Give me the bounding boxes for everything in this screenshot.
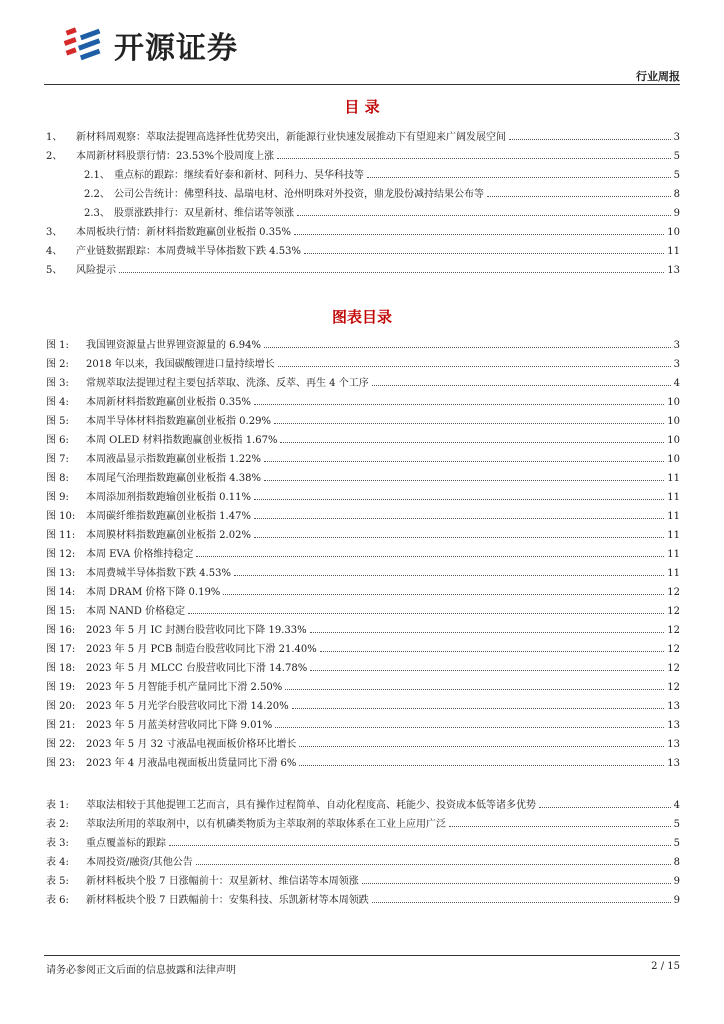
dot-leader	[292, 696, 665, 709]
entry-number: 图 8:	[46, 473, 69, 484]
toc-entry[interactable]	[46, 506, 680, 524]
toc-entry[interactable]	[46, 222, 680, 240]
entry-number: 图 2:	[46, 359, 69, 370]
entry-title: 股票涨跌排行：双星新材、维信诺等领涨	[114, 208, 294, 219]
toc-entry[interactable]	[46, 639, 680, 657]
entry-title: 本周膜材料指数跑赢创业板指 2.02%	[86, 530, 251, 541]
entry-page: 10	[667, 397, 680, 408]
entry-page: 12	[667, 587, 680, 598]
entry-title: 我国锂资源量占世界锂资源量的 6.94%	[86, 340, 261, 351]
dot-leader	[372, 890, 671, 903]
entry-title: 2018 年以来，我国碳酸锂进口量持续增长	[86, 359, 275, 370]
entry-title: 本周液晶显示指数跑赢创业板指 1.22%	[86, 454, 261, 465]
toc-entry[interactable]	[46, 241, 680, 259]
document-type: 行业周报	[636, 70, 680, 83]
entry-title: 本周新材料股票行情：23.53%个股周度上涨	[76, 151, 275, 162]
entry-number: 表 6:	[46, 895, 69, 906]
dot-leader	[188, 601, 664, 614]
dot-leader	[274, 411, 664, 424]
entry-title: 本周添加剂指数跑输创业板指 0.11%	[86, 492, 251, 503]
dot-leader	[362, 871, 671, 884]
entry-page: 13	[667, 720, 680, 731]
entry-title: 2023 年 4 月液晶电视面板出货量同比下滑 6%	[86, 758, 297, 769]
entry-page: 12	[667, 625, 680, 636]
entry-title: 公司公告统计：佛塑科技、晶瑞电材、沧州明珠对外投资，鼎龙股份减持结果公布等	[114, 189, 484, 200]
entry-page: 3	[673, 359, 680, 370]
entry-number: 2.1、	[84, 170, 110, 181]
dot-leader	[294, 222, 664, 235]
entry-page: 10	[667, 227, 680, 238]
toc-entry[interactable]	[46, 487, 680, 505]
toc-entry[interactable]	[46, 890, 680, 908]
entry-page: 5	[673, 819, 680, 830]
entry-number: 图 18:	[46, 663, 76, 674]
dot-leader	[254, 487, 664, 500]
entry-page: 8	[673, 189, 680, 200]
entry-number: 3、	[46, 227, 63, 238]
header-divider	[44, 84, 680, 85]
toc-entry[interactable]	[84, 165, 680, 183]
entry-title: 2023 年 5 月蓝美材营收同比下降 9.01%	[86, 720, 273, 731]
dot-leader	[234, 563, 664, 576]
entry-number: 图 6:	[46, 435, 69, 446]
toc-entry[interactable]	[46, 449, 680, 467]
toc-entry[interactable]	[46, 871, 680, 889]
toc-entry[interactable]	[46, 734, 680, 752]
dot-leader	[119, 260, 664, 273]
entry-page: 12	[667, 682, 680, 693]
dot-leader	[297, 203, 671, 216]
entry-title: 2023 年 5 月智能手机产量同比下滑 2.50%	[86, 682, 283, 693]
entry-number: 图 15:	[46, 606, 76, 617]
dot-leader	[277, 146, 670, 159]
entry-page: 9	[673, 876, 680, 887]
toc-entry[interactable]	[46, 354, 680, 372]
dot-leader	[264, 335, 671, 348]
entry-title: 新材料板块个股 7 日涨幅前十：双星新材、维信诺等本周领涨	[86, 876, 359, 887]
entry-title: 产业链数据跟踪：本周费城半导体指数下跌 4.53%	[76, 246, 301, 257]
toc-entry[interactable]	[46, 852, 680, 870]
entry-page: 9	[673, 895, 680, 906]
entry-number: 图 14:	[46, 587, 76, 598]
toc-entry[interactable]	[46, 525, 680, 543]
dot-leader	[449, 814, 671, 827]
entry-page: 13	[667, 265, 680, 276]
entry-title: 常规萃取法提锂过程主要包括萃取、洗涤、反萃、再生 4 个工序	[86, 378, 369, 389]
toc-entry[interactable]	[46, 833, 680, 851]
footer-divider	[44, 955, 680, 956]
entry-page: 12	[667, 644, 680, 655]
footer-disclaimer: 请务必参阅正文后面的信息披露和法律声明	[46, 965, 236, 976]
entry-number: 2、	[46, 151, 63, 162]
dot-leader	[372, 373, 671, 386]
dot-leader	[367, 165, 671, 178]
entry-title: 本周尾气治理指数跑赢创业板指 4.38%	[86, 473, 261, 484]
figures-title: 图表目录	[331, 308, 392, 326]
toc-entry[interactable]	[46, 753, 680, 771]
entry-number: 2.3、	[84, 208, 110, 219]
entry-number: 图 13:	[46, 568, 76, 579]
entry-page: 4	[673, 800, 680, 811]
entry-title: 本周 NAND 价格稳定	[86, 606, 186, 617]
entry-title: 2023 年 5 月光学台股营收同比下滑 14.20%	[86, 701, 289, 712]
toc-entry[interactable]	[46, 260, 680, 278]
entry-page: 5	[673, 170, 680, 181]
entry-page: 10	[667, 454, 680, 465]
entry-title: 新材料周观察：萃取法提锂高选择性优势突出，新能源行业快速发展推动下有望迎来广阔发展空间	[76, 132, 506, 143]
dot-leader	[320, 639, 665, 652]
entry-page: 13	[667, 739, 680, 750]
dot-leader	[264, 449, 664, 462]
entry-title: 新材料板块个股 7 日跌幅前十：安集科技、乐凯新材等本周领跌	[86, 895, 369, 906]
toc-entry[interactable]	[46, 430, 680, 448]
entry-title: 萃取法所用的萃取剂中，以有机磷类物质为主萃取剂的萃取体系在工业上应用广泛	[86, 819, 446, 830]
entry-number: 2.2、	[84, 189, 110, 200]
company-logo	[60, 22, 238, 68]
entry-number: 图 21:	[46, 720, 76, 731]
dot-leader	[169, 833, 671, 846]
entry-page: 3	[673, 132, 680, 143]
toc-entry[interactable]	[84, 184, 680, 202]
entry-number: 4、	[46, 246, 63, 257]
entry-number: 图 11:	[46, 530, 76, 541]
entry-page: 13	[667, 701, 680, 712]
entry-page: 11	[667, 473, 680, 484]
entry-page: 10	[667, 435, 680, 446]
dot-leader	[285, 677, 664, 690]
entry-page: 4	[673, 378, 680, 389]
toc-entry[interactable]	[46, 715, 680, 733]
entry-number: 图 10:	[46, 511, 76, 522]
toc-entry[interactable]	[46, 392, 680, 410]
entry-title: 本周 EVA 价格维持稳定	[86, 549, 194, 560]
dot-leader	[196, 544, 664, 557]
toc-entry[interactable]	[84, 203, 680, 221]
entry-number: 图 16:	[46, 625, 76, 636]
dot-leader	[304, 241, 664, 254]
page-indicator: 2 / 15	[651, 961, 680, 972]
entry-title: 风险提示	[76, 265, 116, 276]
dot-leader	[310, 658, 664, 671]
toc-entry[interactable]	[46, 582, 680, 600]
toc-entry[interactable]	[46, 411, 680, 429]
entry-title: 本周 OLED 材料指数跑赢创业板指 1.67%	[86, 435, 278, 446]
entry-page: 13	[667, 758, 680, 769]
entry-number: 图 3:	[46, 378, 69, 389]
entry-page: 11	[667, 246, 680, 257]
entry-number: 图 7:	[46, 454, 69, 465]
dot-leader	[254, 525, 664, 538]
entry-page: 12	[667, 606, 680, 617]
entry-number: 图 19:	[46, 682, 76, 693]
entry-number: 表 2:	[46, 819, 69, 830]
toc-entry[interactable]	[46, 620, 680, 638]
entry-page: 3	[673, 340, 680, 351]
dot-leader	[196, 852, 671, 865]
dot-leader	[509, 127, 671, 140]
dot-leader	[487, 184, 671, 197]
entry-page: 9	[673, 208, 680, 219]
entry-page: 11	[667, 530, 680, 541]
dot-leader	[539, 795, 671, 808]
entry-number: 表 5:	[46, 876, 69, 887]
toc-entry[interactable]	[46, 544, 680, 562]
entry-number: 表 3:	[46, 838, 69, 849]
toc-entry[interactable]	[46, 601, 680, 619]
entry-number: 图 20:	[46, 701, 76, 712]
toc-entry[interactable]	[46, 677, 680, 695]
entry-title: 本周板块行情：新材料指数跑赢创业板指 0.35%	[76, 227, 291, 238]
entry-title: 重点覆盖标的跟踪	[86, 838, 166, 849]
entry-title: 萃取法相较于其他提锂工艺而言，具有操作过程简单、自动化程度高、耗能少、投资成本低等诸多优势	[86, 800, 536, 811]
dot-leader	[310, 620, 665, 633]
entry-number: 图 4:	[46, 397, 69, 408]
entry-number: 表 1:	[46, 800, 69, 811]
toc-entry[interactable]	[46, 658, 680, 676]
entry-title: 本周投资/融资/其他公告	[86, 857, 193, 868]
entry-page: 11	[667, 511, 680, 522]
entry-page: 11	[667, 568, 680, 579]
dot-leader	[280, 430, 664, 443]
entry-title: 本周新材料指数跑赢创业板指 0.35%	[86, 397, 251, 408]
entry-title: 2023 年 5 月 IC 封测台股营收同比下降 19.33%	[86, 625, 307, 636]
dot-leader	[278, 354, 671, 367]
entry-title: 本周费城半导体指数下跌 4.53%	[86, 568, 231, 579]
entry-number: 图 9:	[46, 492, 69, 503]
toc-entry[interactable]	[46, 146, 680, 164]
dot-leader	[264, 468, 664, 481]
toc-entry[interactable]	[46, 335, 680, 353]
entry-number: 图 1:	[46, 340, 69, 351]
entry-number: 图 17:	[46, 644, 76, 655]
entry-page: 5	[673, 838, 680, 849]
toc-entry[interactable]	[46, 468, 680, 486]
dot-leader	[254, 392, 664, 405]
toc-entry[interactable]	[46, 563, 680, 581]
entry-title: 重点标的跟踪：继续看好泰和新材、阿科力、昊华科技等	[114, 170, 364, 181]
entry-page: 10	[667, 416, 680, 427]
entry-title: 2023 年 5 月 32 寸液晶电视面板价格环比增长	[86, 739, 297, 750]
entry-page: 12	[667, 663, 680, 674]
dot-leader	[254, 506, 664, 519]
entry-number: 1、	[46, 132, 63, 143]
toc-entry[interactable]	[46, 373, 680, 391]
entry-page: 5	[673, 151, 680, 162]
dot-leader	[299, 753, 664, 766]
toc-entry[interactable]	[46, 795, 680, 813]
entry-number: 表 4:	[46, 857, 69, 868]
entry-number: 5、	[46, 265, 63, 276]
entry-page: 11	[667, 492, 680, 503]
entry-title: 2023 年 5 月 MLCC 台股营收同比下滑 14.78%	[86, 663, 308, 674]
entry-number: 图 22:	[46, 739, 76, 750]
toc-entry[interactable]	[46, 696, 680, 714]
toc-title: 目 录	[344, 98, 380, 116]
company-name: 开源证券	[114, 31, 238, 66]
dot-leader	[299, 734, 664, 747]
entry-page: 8	[673, 857, 680, 868]
entry-number: 图 5:	[46, 416, 69, 427]
company-logo-icon	[60, 22, 106, 68]
entry-title: 2023 年 5 月 PCB 制造台股营收同比下滑 21.40%	[86, 644, 317, 655]
toc-entry[interactable]	[46, 814, 680, 832]
entry-title: 本周半导体材料指数跑赢创业板指 0.29%	[86, 416, 271, 427]
dot-leader	[275, 715, 664, 728]
entry-page: 11	[667, 549, 680, 560]
entry-title: 本周碳纤维指数跑赢创业板指 1.47%	[86, 511, 251, 522]
entry-title: 本周 DRAM 价格下降 0.19%	[86, 587, 221, 598]
entry-number: 图 12:	[46, 549, 76, 560]
toc-entry[interactable]	[46, 127, 680, 145]
dot-leader	[223, 582, 664, 595]
entry-number: 图 23:	[46, 758, 76, 769]
